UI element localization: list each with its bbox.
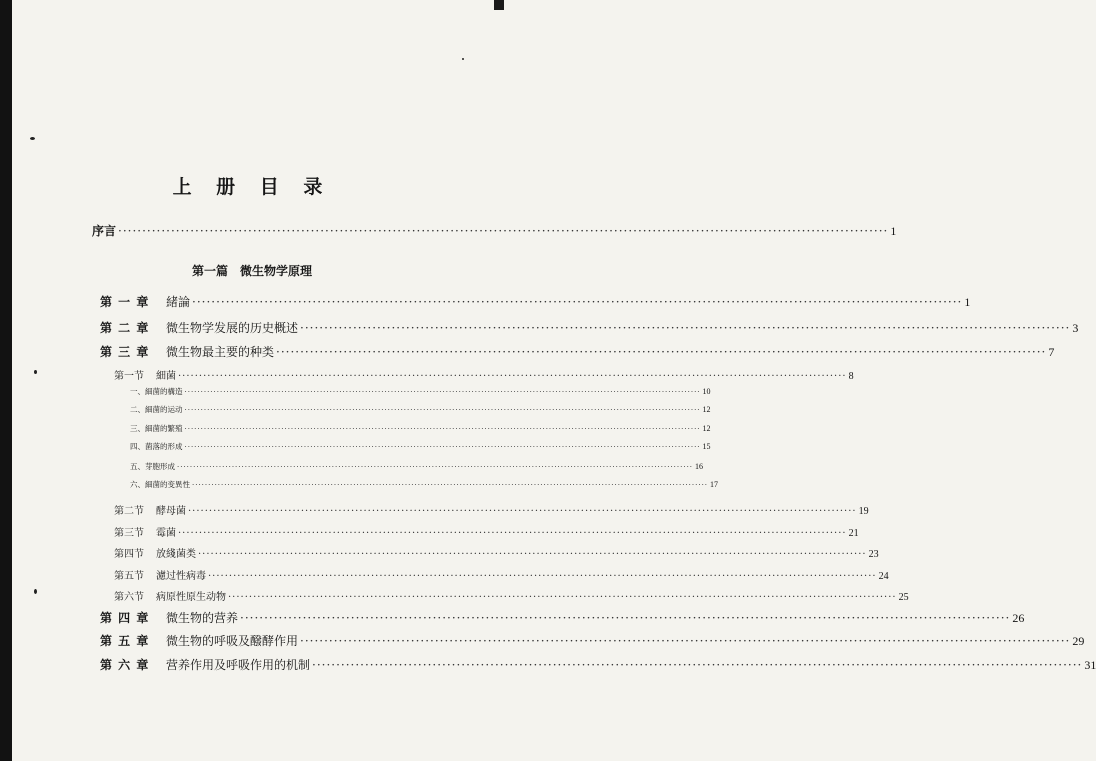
scan-speck bbox=[34, 370, 37, 374]
entry-page: 17 bbox=[710, 480, 719, 489]
leader-dots: ································································································································································ bbox=[184, 443, 701, 451]
entry-number: 第二节 bbox=[114, 506, 144, 517]
entry-page: 8 bbox=[848, 371, 854, 382]
entry-title: 三、細菌的繁殖 bbox=[130, 424, 183, 433]
entry-number: 第 六 章 bbox=[100, 658, 150, 672]
entry-page: 23 bbox=[868, 549, 879, 560]
leader-dots: ································································································································································ bbox=[177, 463, 694, 471]
entry-title: 四、菌落的形成 bbox=[130, 442, 183, 451]
scan-corner-mark bbox=[494, 0, 504, 10]
scan-speck bbox=[462, 58, 464, 60]
toc-section-entry[interactable] bbox=[114, 502, 869, 517]
entry-number: 第 一 章 bbox=[100, 295, 150, 309]
entry-title: 濾过性病毒 bbox=[156, 571, 206, 582]
leader-dots: ································································································································································ bbox=[240, 611, 1011, 625]
leader-dots: ································································································································································ bbox=[208, 571, 877, 582]
entry-title: 緒論 bbox=[166, 295, 191, 309]
entry-title: 一、細菌的構造 bbox=[130, 387, 183, 396]
scan-speck bbox=[34, 589, 37, 594]
toc-sub-entry[interactable] bbox=[130, 461, 704, 472]
leader-dots: ································································································································································ bbox=[192, 481, 709, 489]
leader-dots: ································································································································································ bbox=[184, 425, 701, 433]
leader-dots: ································································································································································ bbox=[276, 345, 1047, 359]
entry-page: 31 bbox=[1084, 658, 1096, 672]
entry-page: 25 bbox=[898, 592, 909, 603]
entry-page: 12 bbox=[702, 424, 711, 433]
entry-number: 第四节 bbox=[114, 549, 144, 560]
toc-sub-entry[interactable] bbox=[130, 479, 719, 490]
entry-title: 細菌 bbox=[156, 371, 176, 382]
entry-number: 第一节 bbox=[114, 371, 144, 382]
toc-section-entry[interactable] bbox=[114, 545, 879, 560]
entry-page: 19 bbox=[858, 506, 869, 517]
leader-dots: ································································································································································ bbox=[188, 506, 857, 517]
entry-title: 放綫菌类 bbox=[156, 549, 196, 560]
scan-speck bbox=[30, 137, 35, 140]
toc-preface-entry[interactable] bbox=[92, 222, 897, 239]
toc-section-entry[interactable] bbox=[114, 524, 859, 539]
entry-number: 第 五 章 bbox=[100, 634, 150, 648]
entry-number: 第三节 bbox=[114, 528, 144, 539]
entry-title: 五、芽胞形成 bbox=[130, 462, 175, 471]
leader-dots: ································································································································································ bbox=[184, 388, 701, 396]
toc-chapter-entry[interactable] bbox=[100, 609, 1025, 626]
entry-number: 第 三 章 bbox=[100, 345, 150, 359]
toc-section-entry[interactable] bbox=[114, 567, 889, 582]
entry-page: 12 bbox=[702, 405, 711, 414]
entry-page: 15 bbox=[702, 442, 711, 451]
leader-dots: ································································································································································ bbox=[228, 592, 897, 603]
entry-title: 微生物的营养 bbox=[166, 611, 239, 625]
entry-title: 六、細菌的变異性 bbox=[130, 480, 190, 489]
entry-title: 酵母菌 bbox=[156, 506, 186, 517]
entry-number: 第 四 章 bbox=[100, 611, 150, 625]
toc-chapter-entry[interactable] bbox=[100, 656, 1096, 673]
entry-title: 霉菌 bbox=[156, 528, 176, 539]
entry-number: 第 二 章 bbox=[100, 321, 150, 335]
part-heading bbox=[0, 262, 504, 279]
part-title-text: 微生物学原理 bbox=[240, 264, 313, 278]
leader-dots: ································································································································································ bbox=[184, 406, 701, 414]
leader-dots: ································································································································································ bbox=[198, 549, 867, 560]
preface-page: 1 bbox=[890, 224, 897, 238]
toc-title: 上 册 目 录 bbox=[172, 176, 332, 198]
part-label: 第一篇 bbox=[191, 264, 228, 278]
entry-page: 1 bbox=[964, 295, 971, 309]
toc-chapter-entry[interactable] bbox=[100, 319, 1079, 336]
entry-page: 3 bbox=[1072, 321, 1079, 335]
preface-title: 序言 bbox=[92, 224, 117, 238]
toc-sub-entry[interactable] bbox=[130, 386, 711, 397]
leader-dots: ································································································································································ bbox=[178, 371, 847, 382]
entry-page: 29 bbox=[1072, 634, 1085, 648]
leader-dots: ································································································································································ bbox=[312, 658, 1083, 672]
entry-title: 微生物最主要的种类 bbox=[166, 345, 275, 359]
entry-title: 营养作用及呼吸作用的机制 bbox=[166, 658, 311, 672]
entry-page: 21 bbox=[848, 528, 859, 539]
leader-dots: ································································································································································ bbox=[192, 295, 963, 309]
entry-page: 16 bbox=[695, 462, 704, 471]
entry-page: 24 bbox=[878, 571, 889, 582]
entry-title: 微生物的呼吸及醱酵作用 bbox=[166, 634, 299, 648]
leader-dots: ································································································································································ bbox=[300, 321, 1071, 335]
entry-page: 26 bbox=[1012, 611, 1025, 625]
entry-title: 二、細菌的运动 bbox=[130, 405, 183, 414]
entry-title: 微生物学发展的历史概述 bbox=[166, 321, 299, 335]
toc-chapter-entry[interactable] bbox=[100, 293, 971, 310]
entry-number: 第五节 bbox=[114, 571, 144, 582]
toc-section-entry[interactable] bbox=[114, 588, 909, 603]
leader-dots: ································································································································································ bbox=[178, 528, 847, 539]
toc-sub-entry[interactable] bbox=[130, 441, 711, 452]
leader-dots: ································································································································································ bbox=[300, 634, 1071, 648]
entry-number: 第六节 bbox=[114, 592, 144, 603]
entry-page: 7 bbox=[1048, 345, 1055, 359]
leader-dots: ································································································································································ bbox=[118, 224, 889, 238]
toc-section-entry[interactable] bbox=[114, 367, 854, 382]
toc-sub-entry[interactable] bbox=[130, 404, 711, 415]
entry-title: 病原性原生动物 bbox=[156, 592, 226, 603]
toc-chapter-entry[interactable] bbox=[100, 632, 1085, 649]
toc-chapter-entry[interactable] bbox=[100, 343, 1055, 360]
toc-sub-entry[interactable] bbox=[130, 423, 711, 434]
entry-page: 10 bbox=[702, 387, 711, 396]
page-binding-edge bbox=[0, 0, 12, 761]
